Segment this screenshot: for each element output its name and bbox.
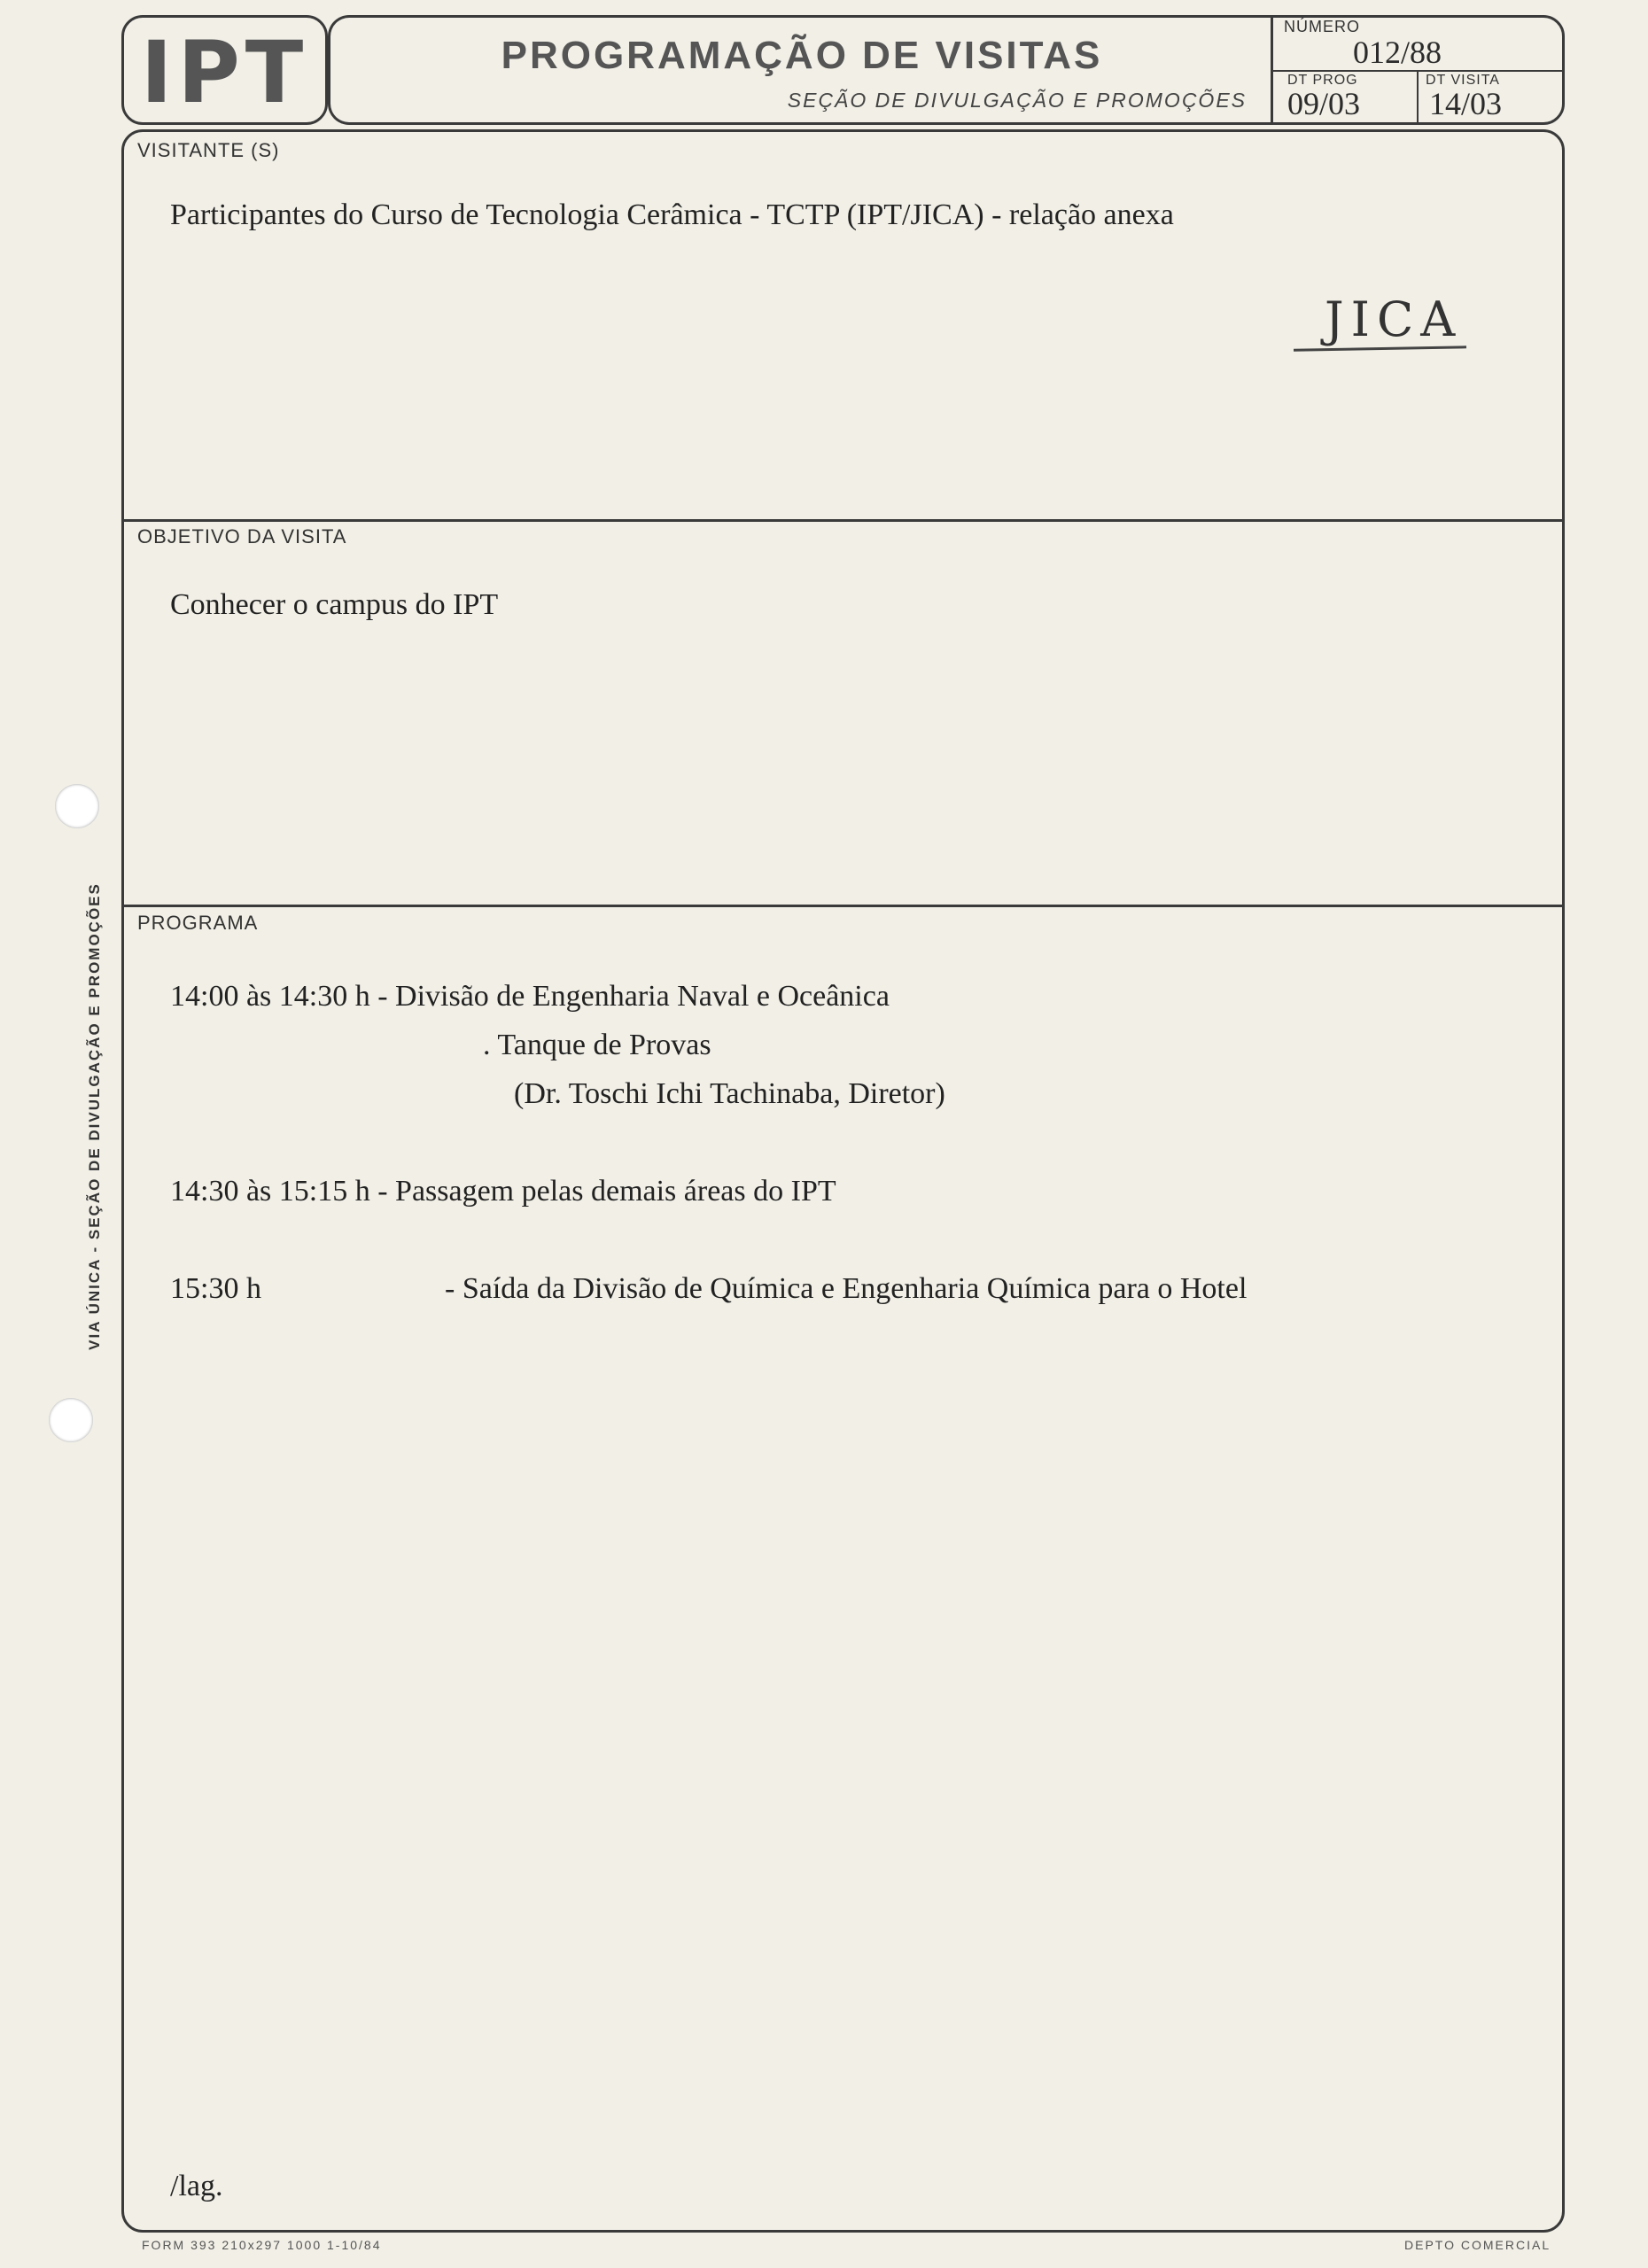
programa-line-4: 14:30 às 15:15 h - Passagem pelas demais áreas do IPT bbox=[170, 1175, 836, 1208]
programa-label: PROGRAMA bbox=[137, 912, 259, 934]
objetivo-label: OBJETIVO DA VISITA bbox=[137, 525, 347, 548]
dt-prog-label: DT PROG bbox=[1287, 73, 1358, 88]
page-title: PROGRAMAÇÃO DE VISITAS bbox=[501, 34, 1103, 77]
numero-value: 012/88 bbox=[1353, 35, 1442, 70]
handwritten-jica: JICA bbox=[1325, 291, 1463, 347]
form-body bbox=[121, 129, 1565, 2233]
dt-visita-value: 14/03 bbox=[1429, 86, 1503, 121]
programa-line-3: (Dr. Toschi Ichi Tachinaba, Diretor) bbox=[514, 1077, 945, 1110]
title-box bbox=[328, 15, 1273, 125]
side-text: VIA ÚNICA - SEÇÃO DE DIVULGAÇÃO E PROMOÇÕES bbox=[86, 882, 103, 1350]
visitantes-text: Participantes do Curso de Tecnologia Cerâmica - TCTP (IPT/JICA) - relação anexa bbox=[170, 198, 1174, 231]
programa-line-2: . Tanque de Provas bbox=[483, 1029, 711, 1061]
dt-visita-label: DT VISITA bbox=[1426, 73, 1500, 88]
punch-hole-top bbox=[55, 784, 99, 828]
objetivo-text: Conhecer o campus do IPT bbox=[170, 588, 499, 621]
handwritten-underline bbox=[1294, 346, 1466, 351]
programa-line-5-text: - Saída da Divisão de Química e Engenharia Química para o Hotel bbox=[445, 1272, 1248, 1305]
divider-1 bbox=[124, 519, 1562, 522]
initials: /lag. bbox=[170, 2170, 223, 2202]
programa-line-1: 14:00 às 14:30 h - Divisão de Engenharia Naval e Oceânica bbox=[170, 980, 890, 1013]
punch-hole-bottom bbox=[49, 1398, 93, 1442]
logo-box bbox=[121, 15, 328, 125]
programa-line-5-time: 15:30 h bbox=[170, 1272, 261, 1305]
visitantes-label: VISITANTE (S) bbox=[137, 139, 280, 161]
numero-label: NÚMERO bbox=[1284, 18, 1360, 35]
dt-prog-value: 09/03 bbox=[1287, 86, 1361, 121]
ipt-logo: IPT bbox=[140, 23, 309, 122]
footer-left: FORM 393 210x297 1000 1-10/84 bbox=[142, 2238, 382, 2252]
footer-right: DEPTO COMERCIAL bbox=[1404, 2238, 1551, 2252]
numero-box bbox=[1271, 15, 1565, 125]
divider-2 bbox=[124, 905, 1562, 907]
page-subtitle: SEÇÃO DE DIVULGAÇÃO E PROMOÇÕES bbox=[787, 89, 1247, 112]
